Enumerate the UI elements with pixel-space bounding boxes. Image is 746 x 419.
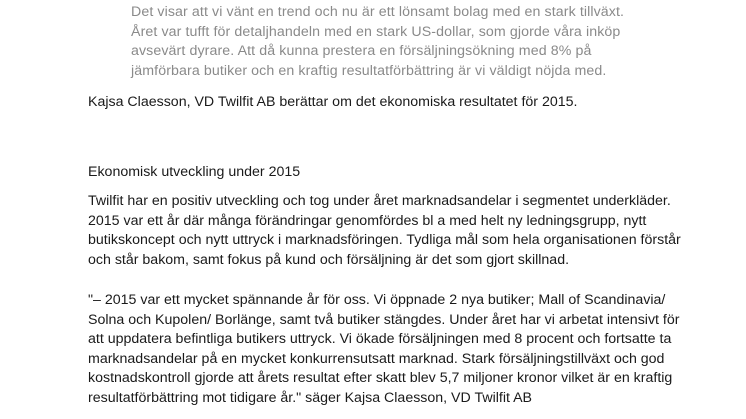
paragraph-line: att uppdatera befintliga butikers uttryck. Vi ökade försäljningen med 8 procent och fortsatte ta bbox=[88, 331, 672, 347]
paragraph-line: 2015 var ett år där många förändringar genomfördes bl a med helt ny ledningsgrupp, nytt bbox=[88, 212, 647, 229]
body-paragraph-2 bbox=[88, 291, 708, 408]
paragraph-line: Solna och Kupolen/ Borlänge, samt två butiker stängdes. Under året har vi arbetat intensivt för bbox=[88, 311, 680, 328]
paragraph-line: och står bakom, samt fokus på kund och försäljning är det som gjort skillnad. bbox=[88, 251, 570, 268]
pull-quote-line: Det visar att vi vänt en trend och nu är ett lönsamt bolag med en stark tillväxt. bbox=[131, 4, 625, 20]
video-caption: Kajsa Claesson, VD Twilfit AB berättar om det ekonomiska resultatet för 2015. bbox=[88, 94, 578, 110]
paragraph-line: marknadsandelar på en mycket konkurrensutsatt marknad. Stark försäljningstillväxt och god bbox=[88, 350, 665, 367]
pull-quote-line: jämförbara butiker och en kraftig resultatförbättring är vi väldigt nöjda med. bbox=[131, 62, 607, 79]
section-heading: Ekonomisk utveckling under 2015 bbox=[88, 164, 301, 180]
paragraph-line: "– 2015 var ett mycket spännande år för oss. Vi öppnade 2 nya butiker; Mall of Scandinavia/ bbox=[88, 292, 666, 308]
paragraph-line: Twilfit har en positiv utveckling och tog under året marknadsandelar i segmentet underkläder. bbox=[88, 193, 671, 209]
body-paragraph-1 bbox=[88, 192, 708, 270]
pull-quote bbox=[131, 3, 691, 81]
paragraph-line: resultatförbättring mot tidigare år." säger Kajsa Claesson, VD Twilfit AB bbox=[88, 389, 533, 406]
pull-quote-line: avsevärt dyrare. Att då kunna prestera en försäljningsökning med 8% på bbox=[131, 43, 592, 59]
pull-quote-line: Året var tufft för detaljhandeln med en stark US-dollar, som gjorde våra inköp bbox=[131, 23, 621, 40]
paragraph-line: kostnadskontroll gjorde att årets resultat efter skatt blev 5,7 miljoner kronor vilket är en kraftig bbox=[88, 370, 673, 386]
paragraph-line: butikskoncept och nytt uttryck i marknadsföringen. Tydliga mål som hela organisationen förstår bbox=[88, 232, 681, 248]
